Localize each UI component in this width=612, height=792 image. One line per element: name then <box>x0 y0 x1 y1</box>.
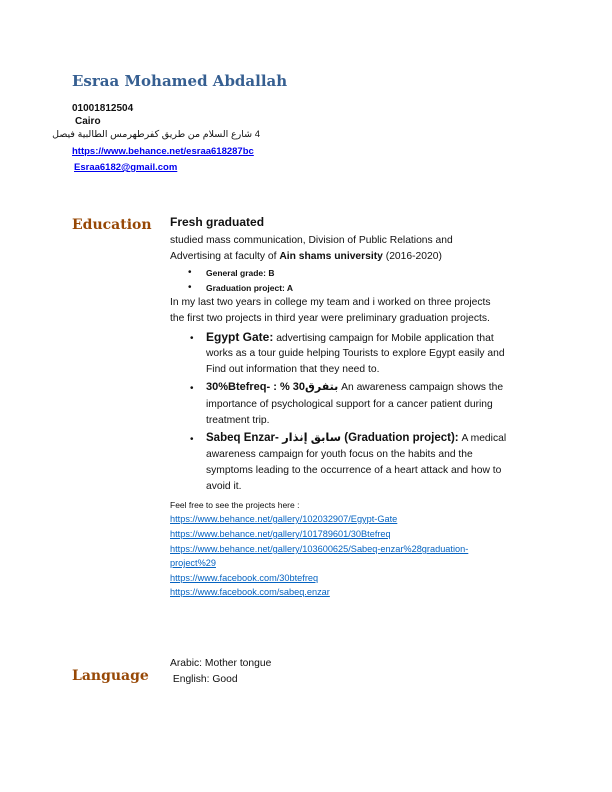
education-line <box>170 252 442 262</box>
education-line: studied mass communication, Division of Public Relations and <box>170 235 453 246</box>
project-line: awareness campaign for youth focus on the habits and the <box>206 449 473 460</box>
behance-link[interactable]: https://www.behance.net/esraa618287bc <box>72 146 254 157</box>
project-line: Find out information that they need to. <box>206 364 380 375</box>
project-link[interactable]: project%29 <box>170 558 216 568</box>
phone: 01001812504 <box>72 103 134 114</box>
intro-line: the first two projects in third year were preliminary graduation projects. <box>170 313 490 324</box>
project-item <box>206 433 506 445</box>
project-item <box>206 331 494 344</box>
intro-line: In my last two years in college my team and i worked on three projects <box>170 297 491 308</box>
project-name: Egypt Gate: <box>206 330 274 344</box>
project-link[interactable]: https://www.facebook.com/30btefreq <box>170 573 319 583</box>
city: Cairo <box>75 116 101 127</box>
text: advertising campaign for Mobile application that <box>273 333 494 344</box>
bullet-icon: • <box>188 267 192 278</box>
language-item: Arabic: Mother tongue <box>170 658 272 669</box>
project-line: avoid it. <box>206 481 242 492</box>
text: An awareness campaign shows the <box>338 382 504 393</box>
project-link[interactable]: https://www.facebook.com/sabeq.enzar <box>170 587 330 597</box>
language-item: English: Good <box>170 674 238 685</box>
project-line: symptoms leading to the occurrence of a heart attack and how to <box>206 465 502 476</box>
links-intro: Feel free to see the projects here : <box>170 500 300 510</box>
university: Ain shams university <box>279 251 383 262</box>
education-title: Fresh graduated <box>170 215 265 229</box>
education-heading: Education <box>72 217 152 233</box>
project-line: importance of psychological support for a cancer patient during <box>206 399 493 410</box>
project-name: 30%Btefreq- : % 30بتفرق <box>206 381 339 393</box>
bullet-icon: • <box>190 434 194 445</box>
project-line: works as a tour guide helping Tourists to explore Egypt easily and <box>206 348 505 359</box>
project-link[interactable]: https://www.behance.net/gallery/101789601/30Btefreq <box>170 529 391 539</box>
language-heading: Language <box>72 668 149 684</box>
grade-item: General grade: B <box>206 268 275 278</box>
email-link[interactable]: Esraa6182@gmail.com <box>74 162 178 173</box>
text: Advertising at faculty of <box>170 251 280 262</box>
project-link[interactable]: https://www.behance.net/gallery/102032907/Egypt-Gate <box>170 514 398 524</box>
bullet-icon: • <box>190 383 194 394</box>
grade-item: Graduation project: A <box>206 283 294 293</box>
text: A medical <box>458 433 507 444</box>
candidate-name: Esraa Mohamed Abdallah <box>72 72 288 90</box>
project-name: Sabeq Enzar- سابق إنذار (Graduation project): <box>206 432 459 444</box>
bullet-icon: • <box>188 282 192 293</box>
years: (2016-2020) <box>382 251 442 262</box>
project-line: treatment trip. <box>206 415 270 426</box>
bullet-icon: • <box>190 333 194 344</box>
project-item <box>206 382 503 393</box>
address: 4 شارع السلام من طريق كفرطهرمس الطالبية فيصل <box>52 129 260 140</box>
project-link[interactable]: https://www.behance.net/gallery/103600625/Sabeq-enzar%28graduation- <box>170 544 469 554</box>
